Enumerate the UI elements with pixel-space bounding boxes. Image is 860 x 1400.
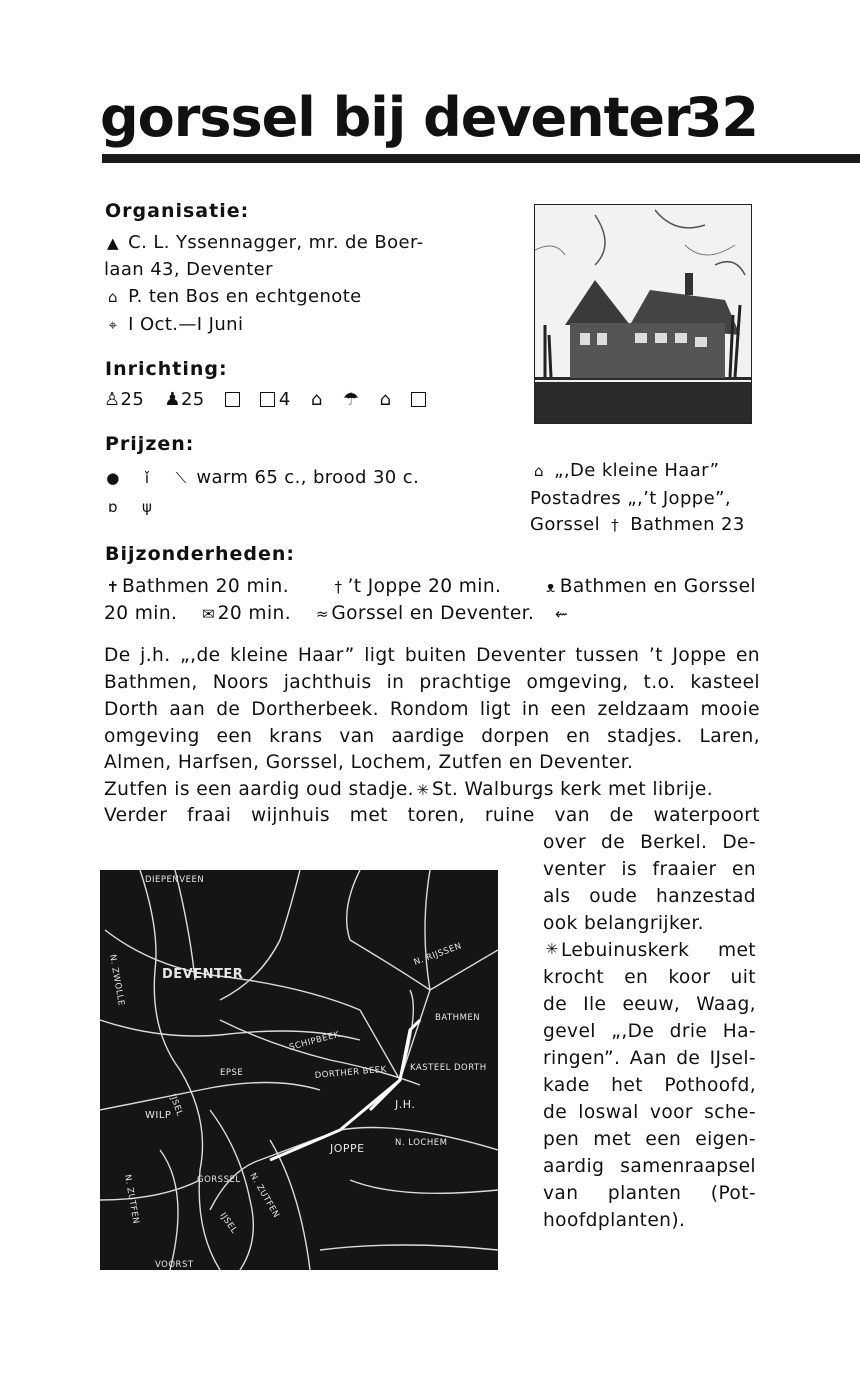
desc-right-14: van planten (Pot- [543, 1183, 756, 1204]
bijzonderheden-line-2: 20 min. ✉ 20 min. ≈ Gorssel en Deventer. ⇜ [104, 603, 571, 624]
organisatie-heading: Organisatie: [105, 200, 250, 222]
desc-line-3: Dorth aan de Dortherbeek. Rondom ligt in een zeldzaam mooie [104, 699, 760, 720]
female-beds: ♟25 [164, 389, 205, 410]
bijzonderheden-line-1 [104, 576, 756, 597]
map-label-zwolle: N. ZWOLLE [107, 953, 126, 1007]
prijzen-line: ● ǐ ⟍ warm 65 c., brood 30 c. [104, 467, 419, 488]
shower-icon: ☂ [342, 389, 360, 410]
rooms: 4 [260, 389, 291, 410]
desc-right-6: krocht en koor uit [543, 967, 756, 988]
map-label-epse: EPSE [220, 1068, 244, 1078]
cup-icon: ɒ [108, 498, 118, 516]
desc-right-7: de Ile eeuw, Waag, [543, 994, 756, 1015]
train-icon: ✝ [106, 578, 120, 596]
map-label-dortherbeek: DORTHER BEEK [314, 1064, 388, 1081]
monument-icon: ✳ [545, 940, 559, 958]
phone-icon: † [611, 516, 620, 534]
desc-line-7: Verder fraai wijnhuis met toren, ruine van de waterpoort [104, 805, 760, 826]
page-title [100, 78, 760, 158]
boat-icon: ⇜ [555, 605, 569, 623]
post-info: ✉ 20 min. [200, 603, 291, 624]
organisatie-warden: ⌂ P. ten Bos en echtgenote [104, 286, 362, 307]
map-label-schipbeek: SCHIPBEEK [288, 1029, 342, 1053]
prijzen-line-2 [104, 496, 156, 517]
warden-icon: ⌂ [108, 288, 118, 306]
desc-right-13: aardig samenraapsel [543, 1156, 756, 1177]
bijzonderheden-heading: Bijzonderheden: [105, 543, 296, 565]
meal-icon: ● [106, 469, 120, 487]
youth-hostel-icon: ⌂ [534, 462, 544, 480]
area-map [100, 870, 498, 1270]
inrichting-icons [104, 389, 440, 410]
house-icon: ⌂ [379, 389, 392, 410]
man-icon: ♙ [104, 389, 121, 410]
desc-line-6: Zutfen is een aardig oud stadje. ✳ St. Walburgs kerk met librije. [104, 779, 714, 800]
train-info: ✝ Bathmen 20 min. [104, 576, 289, 597]
bus-stop-icon: † [334, 578, 343, 596]
desc-right-10: kade het Pothoofd, [543, 1075, 756, 1096]
desc-right-1: over de Berkel. De- [543, 832, 756, 853]
map-label-zutfen-2: N. ZUTFEN [247, 1171, 282, 1220]
inrichting-heading: Inrichting: [105, 358, 228, 380]
triangle-icon: ▲ [107, 234, 119, 252]
organisatie-contact-2: laan 43, Deventer [104, 259, 273, 280]
bus-info: † ’t Joppe 20 min. [329, 576, 501, 597]
knife-icon: ⟍ [175, 469, 187, 487]
shop-icon: ᴥ [546, 578, 556, 596]
map-label-kasteel: KASTEEL DORTH [410, 1063, 487, 1073]
bottle-icon: ǐ [144, 469, 150, 487]
hostel-photo [534, 204, 752, 424]
map-label-joppe: JOPPE [330, 1142, 365, 1155]
calendar-icon: ⌖ [108, 316, 118, 334]
desc-right-2: venter is fraaier en [543, 859, 756, 880]
bed-icon [260, 392, 275, 407]
dormitory-icon [225, 392, 240, 407]
organisatie-season: ⌖ I Oct.—I Juni [104, 314, 243, 335]
map-label-wilp: WILP [145, 1110, 172, 1121]
map-label-zutfen-1: N. ZUTFEN [122, 1173, 141, 1225]
map-label-rijssen: N. RIJSSEN [412, 941, 464, 968]
map-label-ijsel2: IJSEL [217, 1210, 239, 1236]
male-beds: ♙25 [104, 389, 145, 410]
desc-right-3: als oude hanzestad [543, 886, 756, 907]
cutlery-icon: ψ [141, 498, 153, 516]
desc-line-4: omgeving een krans van aardige dorpen en stadjes. Laren, [104, 726, 760, 747]
map-label-lochem: N. LOCHEM [395, 1138, 448, 1148]
desc-right-8: gevel „,De drie Ha- [543, 1021, 756, 1042]
location-name: ⌂ „,De kleine Haar” [530, 460, 719, 481]
map-label-diepenveen: DIEPENVEEN [145, 875, 205, 885]
map-label-voorst: VOORST [155, 1260, 194, 1270]
desc-right-9: ringen”. Aan de IJsel- [543, 1048, 756, 1069]
mail-icon: ✉ [202, 605, 216, 623]
map-label-gorssel: GORSSEL [197, 1175, 241, 1185]
map-label-jh: J.H. [395, 1098, 416, 1111]
desc-right-4: ook belangrijker. [543, 913, 704, 934]
page-number: 32 [684, 86, 758, 149]
swimming-icon: ≈ [315, 605, 329, 623]
desc-right-5: ✳ Lebuinuskerk met [543, 940, 756, 961]
kitchen-icon: ⌂ [310, 389, 323, 410]
desc-right-12: pen met een eigen- [543, 1129, 756, 1150]
map-label-ijsel1: IJSEL [167, 1092, 185, 1118]
monument-icon: ✳ [416, 781, 430, 799]
location-phone: Gorssel † Bathmen 23 [530, 514, 745, 535]
desc-right-11: de loswal voor sche- [543, 1102, 756, 1123]
prijzen-heading: Prijzen: [105, 433, 195, 455]
shop-info: ᴥ Bathmen en Gorssel [542, 576, 756, 597]
desc-right-15: hoofdplanten). [543, 1210, 686, 1231]
location-postal: Postadres „,’t Joppe”, [530, 488, 731, 509]
window-icon [411, 392, 426, 407]
woman-icon: ♟ [164, 389, 181, 410]
header-rule [102, 154, 860, 163]
desc-line-1: De j.h. „,de kleine Haar” ligt buiten Deventer tussen ’t Joppe en [104, 645, 760, 666]
desc-line-5: Almen, Harfsen, Gorssel, Lochem, Zutfen en Deventer. [104, 752, 634, 773]
desc-line-2: Bathmen, Noors jachthuis in prachtige omgeving, t.o. kasteel [104, 672, 760, 693]
map-label-deventer: DEVENTER [162, 967, 244, 982]
swim-info: ≈ Gorssel en Deventer. [313, 603, 534, 624]
organisatie-contact-1: ▲ C. L. Yssennagger, mr. de Boer- [104, 232, 424, 253]
map-label-bathmen: BATHMEN [435, 1013, 481, 1023]
title-text: gorssel bij deventer [100, 86, 690, 149]
